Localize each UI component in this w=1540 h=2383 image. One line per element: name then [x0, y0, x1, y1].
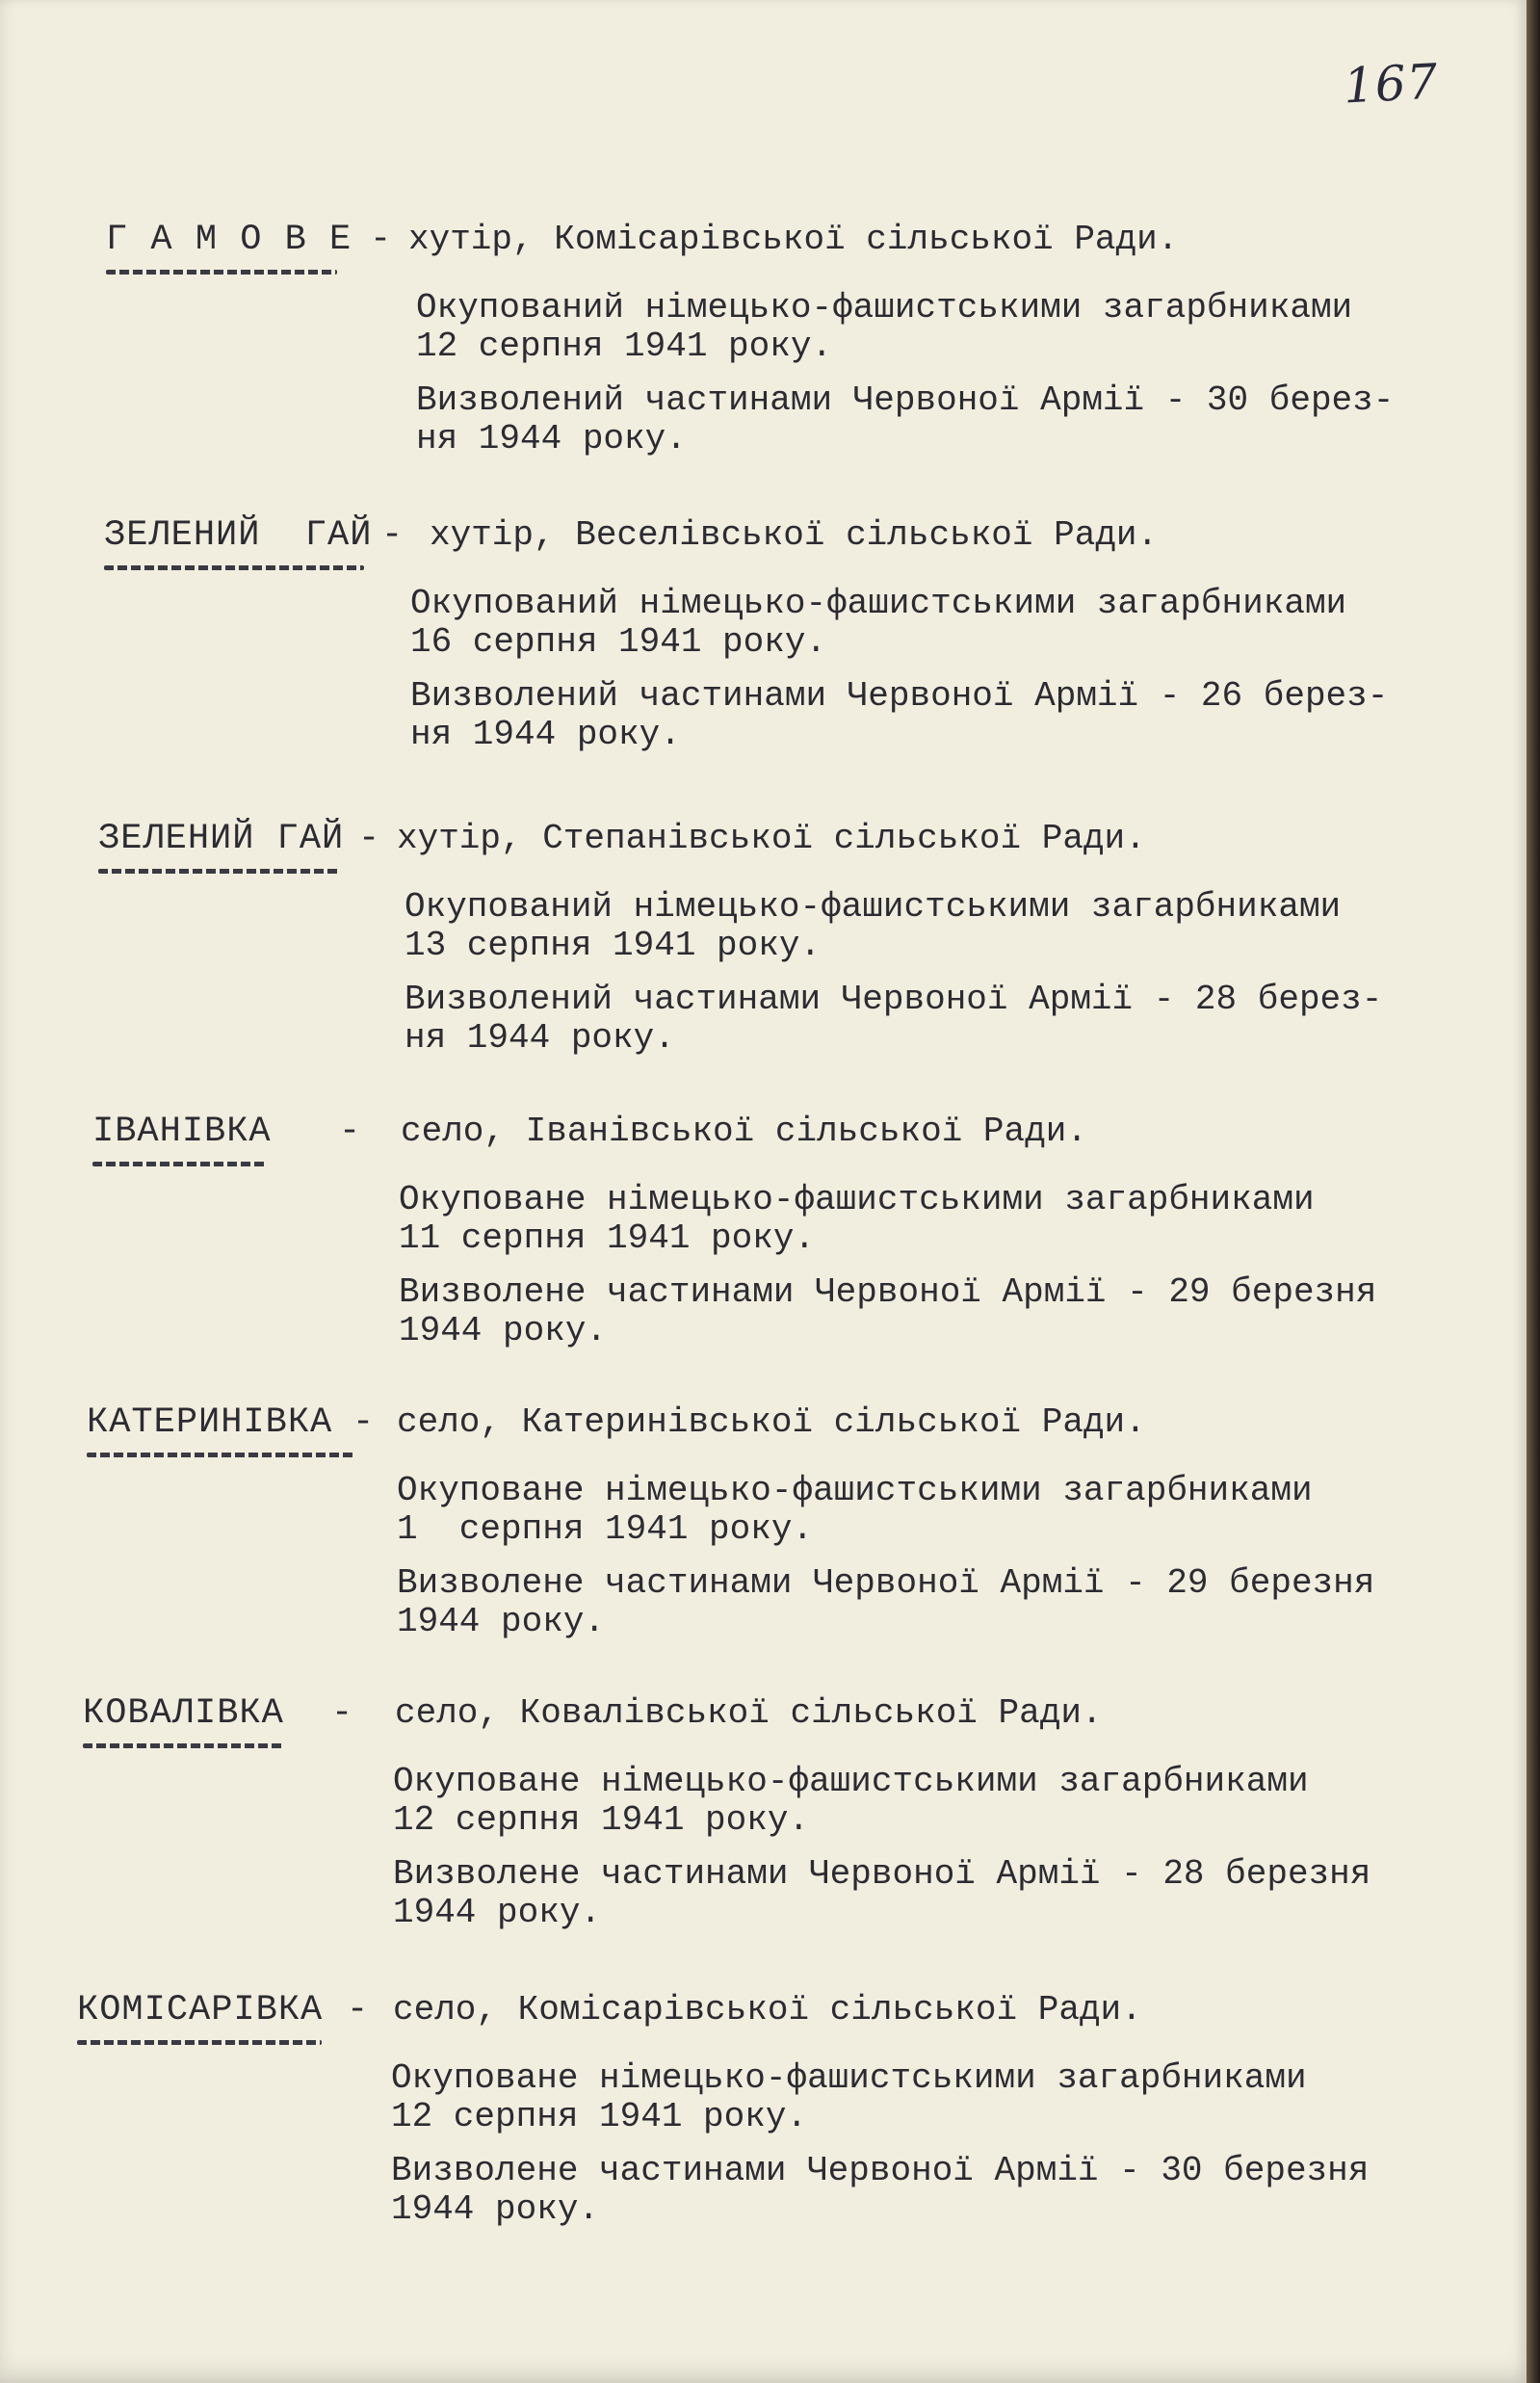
entry-description: село, Іванівської сільської Ради.	[401, 1112, 1087, 1151]
occupied-line-1: Окупований німецько-фашистськими загарбниками	[405, 887, 1342, 927]
entry-name: КОВАЛІВКА	[83, 1693, 284, 1734]
entry-ivanivka	[0, 1112, 1527, 1372]
entry-name-underline	[106, 270, 337, 275]
entry-name-underline	[87, 1453, 354, 1457]
page-number: 167	[1342, 53, 1440, 115]
entry-dash: -	[370, 220, 392, 260]
liberated-line-1: Визволене частинами Червоної Армії - 29 березня	[399, 1272, 1377, 1312]
entry-zelenyi-hai-1	[0, 515, 1527, 775]
occupied-line-1: Окуповане німецько-фашистськими загарбниками	[393, 1762, 1309, 1801]
occupied-line-2: 11 серпня 1941 року.	[399, 1218, 816, 1258]
entry-dash: -	[347, 1990, 369, 2030]
entry-name-underline	[104, 565, 364, 570]
liberated-line-1: Визволене частинами Червоної Армії - 28 березня	[393, 1854, 1371, 1894]
liberated-line-1: Визволений частинами Червоної Армії - 30 берез-	[416, 380, 1395, 420]
occupied-line-1: Окупований німецько-фашистськими загарбниками	[410, 584, 1347, 623]
entry-name: ЗЕЛЕНИЙ ГАЙ	[98, 819, 345, 859]
liberated-line-2: 1944 року.	[399, 1311, 608, 1350]
liberated-line-2: ня 1944 року.	[416, 419, 687, 458]
entry-name: ІВАНІВКА	[92, 1112, 272, 1152]
occupied-line-2: 16 серпня 1941 року.	[410, 622, 827, 662]
occupied-line-2: 1 серпня 1941 року.	[397, 1509, 814, 1549]
liberated-line-1: Визволене частинами Червоної Армії - 29 березня	[397, 1563, 1375, 1603]
entry-name: КАТЕРИНІВКА	[87, 1402, 333, 1443]
occupied-line-1: Окуповане німецько-фашистськими загарбниками	[391, 2058, 1307, 2098]
liberated-line-2: 1944 року.	[393, 1893, 602, 1932]
entry-name: ЗЕЛЕНИЙ ГАЙ	[104, 515, 373, 556]
occupied-line-2: 13 серпня 1941 року.	[405, 926, 822, 965]
occupied-line-1: Окуповане німецько-фашистськими загарбниками	[399, 1180, 1315, 1219]
liberated-line-1: Визволений частинами Червоної Армії - 28 берез-	[405, 980, 1383, 1019]
entry-name-underline	[83, 1743, 283, 1748]
entry-dash: -	[352, 1402, 375, 1443]
entry-name-underline	[98, 869, 339, 874]
entry-dash: -	[331, 1693, 353, 1734]
entry-description: село, Катеринівської сільської Ради.	[397, 1402, 1146, 1442]
entry-dash: -	[358, 819, 380, 859]
entry-description: хутір, Степанівської сільської Ради.	[397, 819, 1146, 858]
entry-dash: -	[339, 1112, 361, 1152]
page-edge-shadow	[1527, 0, 1540, 2383]
entry-dash: -	[381, 515, 404, 556]
entry-description: хутір, Веселівської сільської Ради.	[430, 515, 1159, 555]
entry-name-underline	[92, 1162, 268, 1166]
liberated-line-1: Визволене частинами Червоної Армії - 30 березня	[391, 2151, 1370, 2190]
occupied-line-2: 12 серпня 1941 року.	[391, 2097, 808, 2136]
entry-description: село, Ковалівської сільської Ради.	[395, 1693, 1103, 1733]
liberated-line-2: 1944 року.	[391, 2189, 600, 2229]
occupied-line-2: 12 серпня 1941 року.	[393, 1800, 810, 1840]
entry-komisarivka	[0, 1990, 1527, 2250]
occupied-line-2: 12 серпня 1941 року.	[416, 327, 833, 366]
liberated-line-2: ня 1944 року.	[405, 1018, 675, 1058]
entry-description: село, Комісарівської сільської Ради.	[393, 1990, 1142, 2029]
entry-zelenyi-hai-2	[0, 819, 1527, 1079]
entry-name: КОМІСАРІВКА	[77, 1990, 324, 2030]
occupied-line-1: Окуповане німецько-фашистськими загарбниками	[397, 1471, 1313, 1510]
entry-name: Г А М О В Е	[106, 220, 352, 260]
entry-katerynivka	[0, 1402, 1527, 1663]
entry-gamove	[0, 220, 1527, 480]
entry-description: хутір, Комісарівської сільської Ради.	[408, 220, 1179, 259]
liberated-line-1: Визволений частинами Червоної Армії - 26 берез-	[410, 676, 1389, 716]
entry-name-underline	[77, 2040, 322, 2045]
liberated-line-2: ня 1944 року.	[410, 715, 681, 754]
occupied-line-1: Окупований німецько-фашистськими загарбниками	[416, 288, 1353, 327]
entry-kovalivka	[0, 1693, 1527, 1953]
liberated-line-2: 1944 року.	[397, 1602, 606, 1641]
